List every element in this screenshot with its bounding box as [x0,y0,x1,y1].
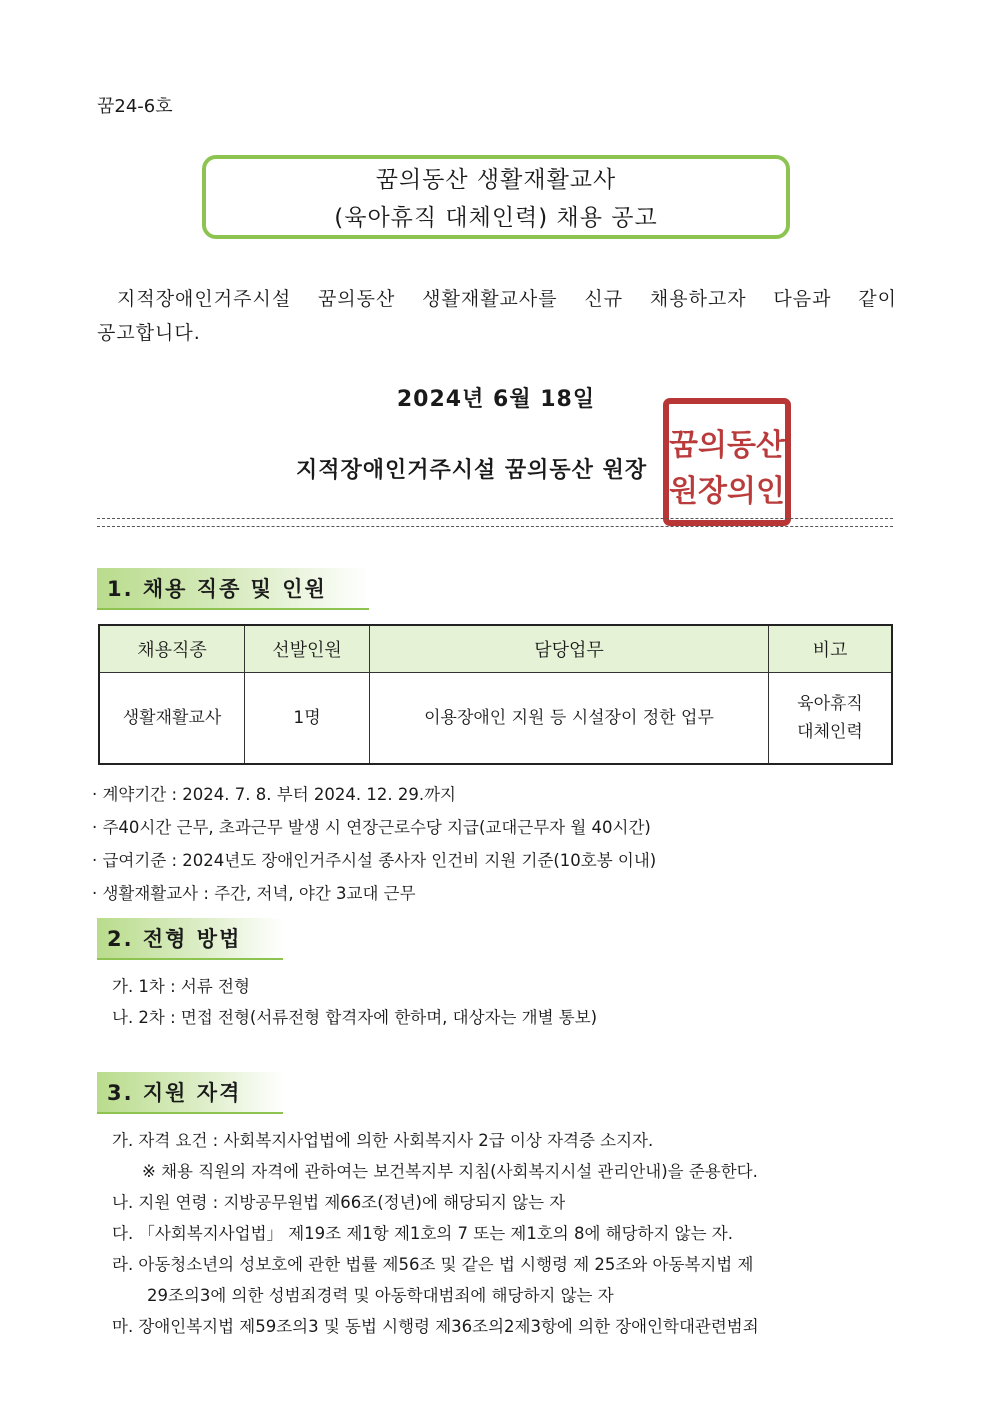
intro-word: 채용하고자 [649,288,747,310]
list-item-note: ※ 채용 직원의 자격에 관하여는 보건복지부 지침(사회복지시설 관리안내)을 준용한다. [142,1162,758,1181]
list-item-continuation: 29조의3에 의한 성범죄경력 및 아동학대범죄에 해당하지 않는 자 [147,1286,614,1305]
table-header-row [99,625,892,673]
job-cell: 생활재활교사 [99,673,245,765]
intro-line-2: 공고합니다. [97,322,201,344]
intro-paragraph [97,282,897,350]
table-header-cell: 채용직종 [99,625,245,673]
intro-word: 다음과 [773,288,832,310]
intro-line-1 [97,282,897,316]
table-header-cell: 비고 [769,625,893,673]
list-item: 나. 2차 : 면접 전형(서류전형 합격자에 한하며, 대상자는 개별 통보) [112,1008,598,1027]
intro-word: 같이 [858,288,897,310]
table-header-cell: 선발인원 [245,625,370,673]
list-item: 나. 지원 연령 : 지방공무원법 제66조(정년)에 해당되지 않는 자 [112,1193,566,1212]
intro-word: 꿈의동산 [317,288,396,310]
title-box [202,155,790,239]
section-heading-2: 2. 전형 방법 [97,918,283,960]
document-number: 꿈24-6호 [97,96,173,117]
list-item: 가. 자격 요건 : 사회복지사업법에 의한 사회복지사 2급 이상 자격증 소지자. [112,1131,654,1150]
title-line-1: 꿈의동산 생활재활교사 [375,167,617,193]
table-header-cell: 담당업무 [370,625,769,673]
table-row [99,673,892,765]
list-item: 가. 1차 : 서류 전형 [112,977,250,996]
recruitment-table [98,624,893,765]
note-line-1: 육아휴직 [797,694,863,714]
list-item: 다. 「사회복지사업법」 제19조 제1항 제1호의 7 또는 제1호의 8에 해당하지 않는 자. [112,1224,733,1243]
seal-text-bottom: 원장의인 [669,474,785,509]
screening-list [112,971,597,1033]
list-item: · 생활재활교사 : 주간, 저녁, 야간 3교대 근무 [92,884,416,903]
list-item: · 주40시간 근무, 초과근무 발생 시 연장근로수당 지급(교대근무자 월 40시간) [92,818,651,837]
organization-signature: 지적장애인거주시설 꿈의동산 원장 [296,458,648,483]
duty-cell: 이용장애인 지원 등 시설장이 정한 업무 [370,673,769,765]
list-item: · 급여기준 : 2024년도 장애인거주시설 종사자 인건비 지원 기준(10호봉 이내) [92,851,657,870]
list-item: 라. 아동청소년의 성보호에 관한 법률 제56조 및 같은 법 시행령 제 25조와 아동복지법 제 [112,1255,754,1274]
list-item: · 계약기간 : 2024. 7. 8. 부터 2024. 12. 29.까지 [92,785,456,804]
seal-text-top: 꿈의동산 [669,428,785,463]
qualifications-list [112,1125,902,1342]
note-cell [769,673,893,765]
intro-word: 지적장애인거주시설 [117,288,292,310]
divider-dashed-2 [97,526,893,527]
section-heading-3: 3. 지원 자격 [97,1072,283,1114]
conditions-list [92,778,656,910]
note-line-2: 대체인력 [797,722,863,742]
announcement-date: 2024년 6월 18일 [396,387,596,412]
count-cell: 1명 [245,673,370,765]
divider-dashed-1 [97,518,893,519]
title-line-2: (육아휴직 대체인력) 채용 공고 [334,205,658,231]
official-seal-stamp [662,397,792,527]
section-heading-1: 1. 채용 직종 및 인원 [97,568,369,610]
list-item: 마. 장애인복지법 제59조의3 및 동법 시행령 제36조의2제3항에 의한 장애인학대관련범죄 [112,1317,759,1336]
intro-word: 신규 [584,288,624,310]
intro-word: 생활재활교사를 [422,288,558,310]
